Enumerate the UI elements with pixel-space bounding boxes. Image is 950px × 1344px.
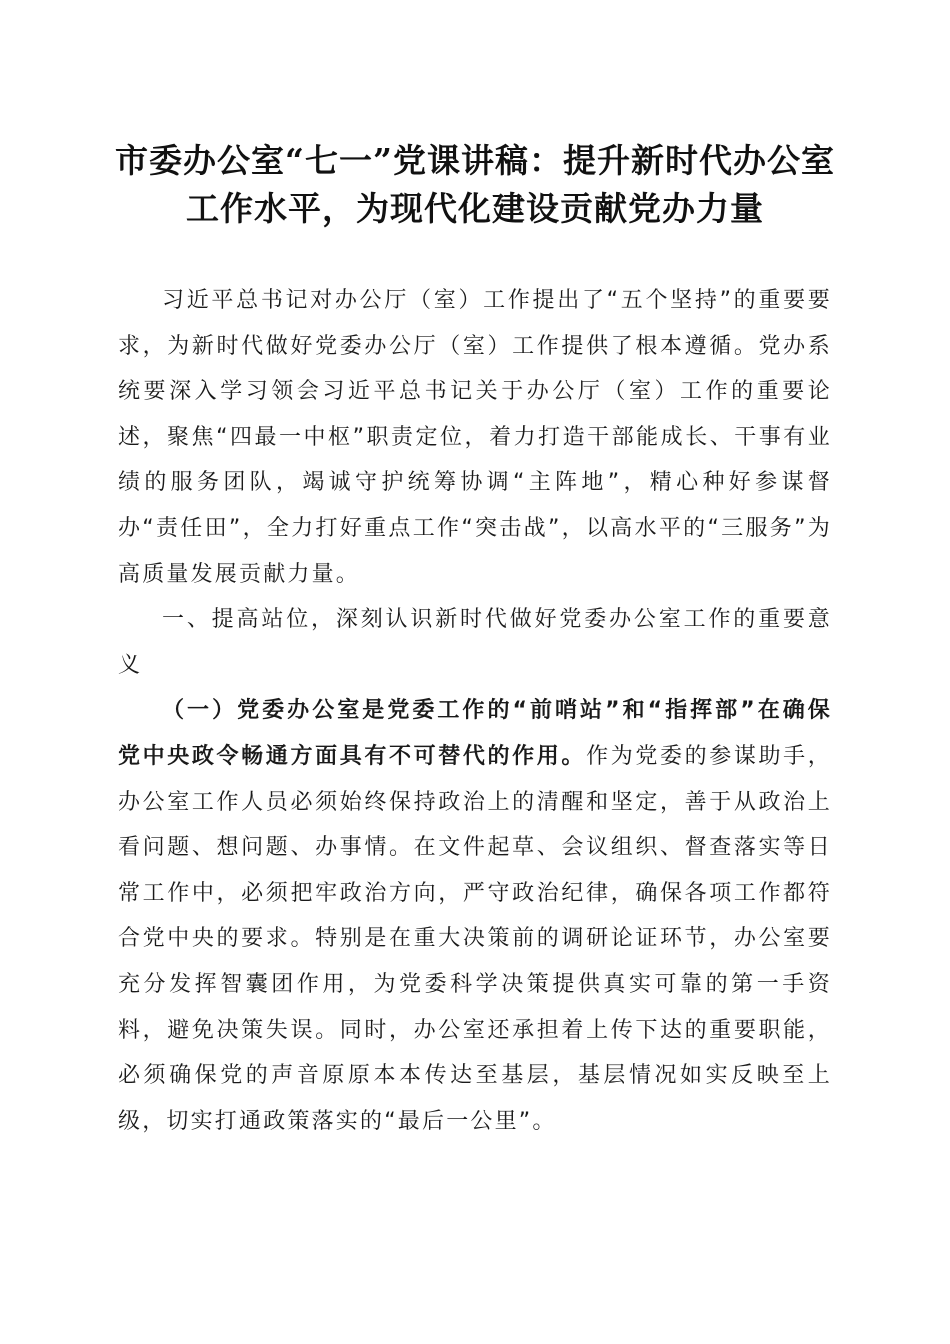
section-heading-1: 一、提高站位，深刻认识新时代做好党委办公室工作的重要意义 — [118, 607, 832, 678]
subsection-paragraph-1 — [118, 688, 832, 1144]
document-body — [118, 278, 832, 1144]
subsection-body-1: 作为党委的参谋助手，办公室工作人员必须始终保持政治上的清醒和坚定，善于从政治上看问题、想问题、办事情。在文件起草、会议组织、督查落实等日常工作中，必须把牢政治方向，严守政治纪律，确保各项工作都符合党中央的要求。特别是在重大决策前的调研论证环节，办公室要充分发挥智囊团作用，为党委科学决策提供真实可靠的第一手资料，避免决策失误。同时，办公室还承担着上传下达的重要职能，必须确保党的声音原原本本传达至基层，基层情况如实反映至上级，切实打通政策落实的“最后一公里”。 — [118, 743, 832, 1134]
document-title: 市委办公室“七一”党课讲稿：提升新时代办公室工作水平，为现代化建设贡献党办力量 — [115, 141, 835, 228]
intro-paragraph: 习近平总书记对办公厅（室）工作提出了“五个坚持”的重要要求，为新时代做好党委办公厅（室）工作提供了根本遵循。党办系统要深入学习领会习近平总书记关于办公厅（室）工作的重要论述，聚焦“四最一中枢”职责定位，着力打造干部能成长、干事有业绩的服务团队，竭诚守护统筹协调“主阵地”，精心种好参谋督办“责任田”，全力打好重点工作“突击战”，以高水平的“三服务”为高质量发展贡献力量。 — [118, 288, 832, 587]
subsection-heading-1: （一）党委办公室是党委工作的“前哨站”和“指挥部”在确保党中央政令畅通方面具有不可替代的作用。 — [118, 698, 832, 769]
